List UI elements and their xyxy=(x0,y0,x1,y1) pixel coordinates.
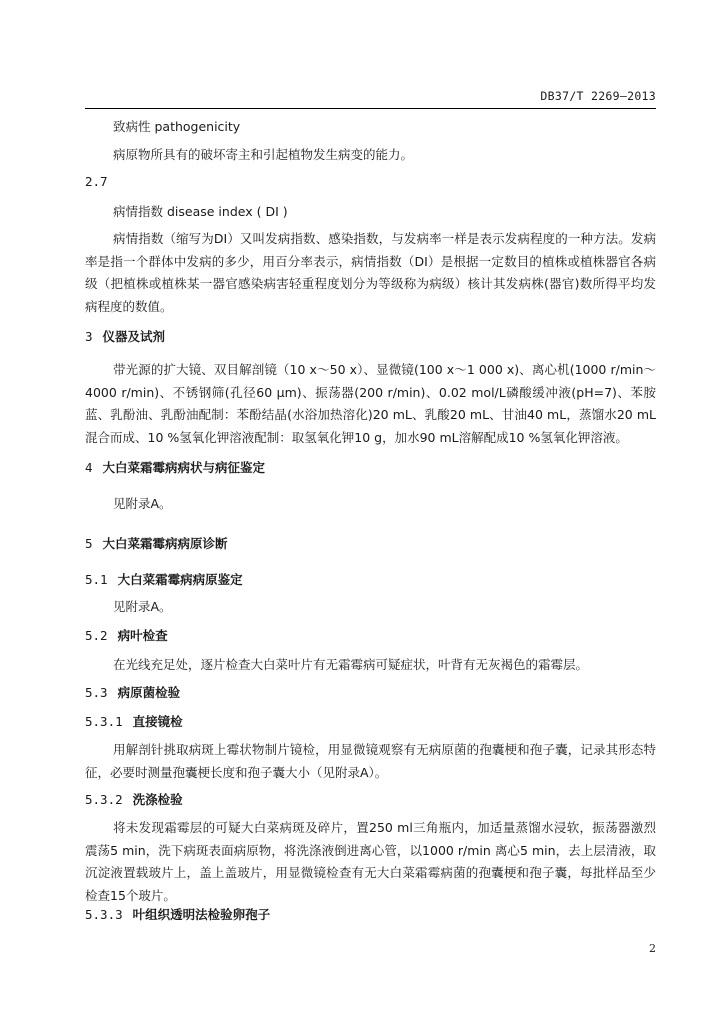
section-5-1-title: 大白菜霜霉病病原鉴定 xyxy=(117,572,243,587)
section-5-3-3-heading xyxy=(85,907,270,923)
section-4-title: 大白菜霜霉病病状与病征鉴定 xyxy=(102,460,266,475)
section-5-1-heading xyxy=(85,572,243,588)
section-3-body: 带光源的扩大镜、双目解剖镜（10 x～50 x）、显微镜(100 x～1 000 x)、离心机(1000 r/min～4000 r/min)、不锈钢筛(孔径60 μm)、振荡器(200 r/min)、0.02 mol/L磷酸缓冲液(pH=7)、苯胺蓝、乳酚油、乳酚油配制：苯酚结晶(水浴加热溶化)20 mL、乳酸20 mL、甘油40 mL，蒸馏水20 mL混合而成、10 %氢氧化钾溶液配制：取氢氧化钾10 g，加水90 mL溶解配成10 %氢氧化钾溶液。 xyxy=(85,362,656,445)
page-number: 2 xyxy=(649,942,656,955)
section-5-3-2-title: 洗涤检验 xyxy=(132,792,183,807)
section-5-3-1-heading xyxy=(85,714,183,730)
standard-code: DB37/T 2269—2013 xyxy=(540,89,656,103)
section-4-number: 4 xyxy=(85,460,93,475)
section-5-number: 5 xyxy=(85,536,93,551)
section-5-2-title: 病叶检查 xyxy=(117,628,168,643)
section-5-3-title: 病原菌检验 xyxy=(117,685,181,700)
section-4-heading xyxy=(85,460,265,476)
section-5-3-1-number: 5.3.1 xyxy=(85,714,123,729)
section-5-title: 大白菜霜霉病病原诊断 xyxy=(102,536,228,551)
section-5-1-number: 5.1 xyxy=(85,572,108,587)
section-5-3-2-heading xyxy=(85,792,183,808)
section-5-3-2-body: 将未发现霜霉层的可疑大白菜病斑及碎片，置250 ml三角瓶内，加适量蒸馏水浸软，振荡器激烈震荡5 min，洗下病斑表面病原物，将洗涤液倒进离心管，以1000 r/min 离心5 min，去上层清液，取沉淀液置载玻片上，盖上盖玻片，用显微镜检查有无大白菜霜霉病菌的孢囊梗和孢子囊，每批样品至少检查15个玻片。 xyxy=(85,820,656,903)
section-5-3-2-number: 5.3.2 xyxy=(85,792,123,807)
section-5-3-heading xyxy=(85,685,180,701)
header-rule xyxy=(85,108,656,109)
section-3-title: 仪器及试剂 xyxy=(102,329,166,344)
section-5-3-3-title: 叶组织透明法检验卵孢子 xyxy=(132,907,271,922)
clause-number-2-7: 2.7 xyxy=(85,174,108,189)
term-pathogenicity: 致病性 pathogenicity xyxy=(113,119,241,134)
section-5-3-3-number: 5.3.3 xyxy=(85,907,123,922)
definition-pathogenicity: 病原物所具有的破坏寄主和引起植物发生病变的能力。 xyxy=(113,147,414,162)
section-5-3-1-body: 用解剖针挑取病斑上霉状物制片镜检，用显微镜观察有无病原菌的孢囊梗和孢子囊，记录其形态特征，必要时测量孢囊梗长度和孢子囊大小（见附录A）。 xyxy=(85,742,656,780)
section-4-body: 见附录A。 xyxy=(113,496,172,511)
term-disease-index: 病情指数 disease index ( DI ) xyxy=(113,204,288,219)
section-5-2-body: 在光线充足处，逐片检查大白菜叶片有无霜霉病可疑症状，叶背有无灰褐色的霜霉层。 xyxy=(113,657,589,672)
section-5-2-heading xyxy=(85,628,168,644)
section-5-2-number: 5.2 xyxy=(85,628,108,643)
section-3-number: 3 xyxy=(85,329,93,344)
section-5-3-1-title: 直接镜检 xyxy=(132,714,183,729)
definition-disease-index: 病情指数（缩写为DI）又叫发病指数、感染指数，与发病率一样是表示发病程度的一种方法。发病率是指一个群体中发病的多少，用百分率表示，病情指数（DI）是根据一定数目的植株或植株器官各病级（把植株或植株某一器官感染病害轻重程度划分为等级称为病级）核计其发病株(器官)数所得平均发病程度的数值。 xyxy=(85,231,656,314)
section-5-3-number: 5.3 xyxy=(85,685,108,700)
section-3-heading xyxy=(85,329,165,345)
section-5-1-body: 见附录A。 xyxy=(113,599,172,614)
section-5-heading xyxy=(85,536,228,552)
